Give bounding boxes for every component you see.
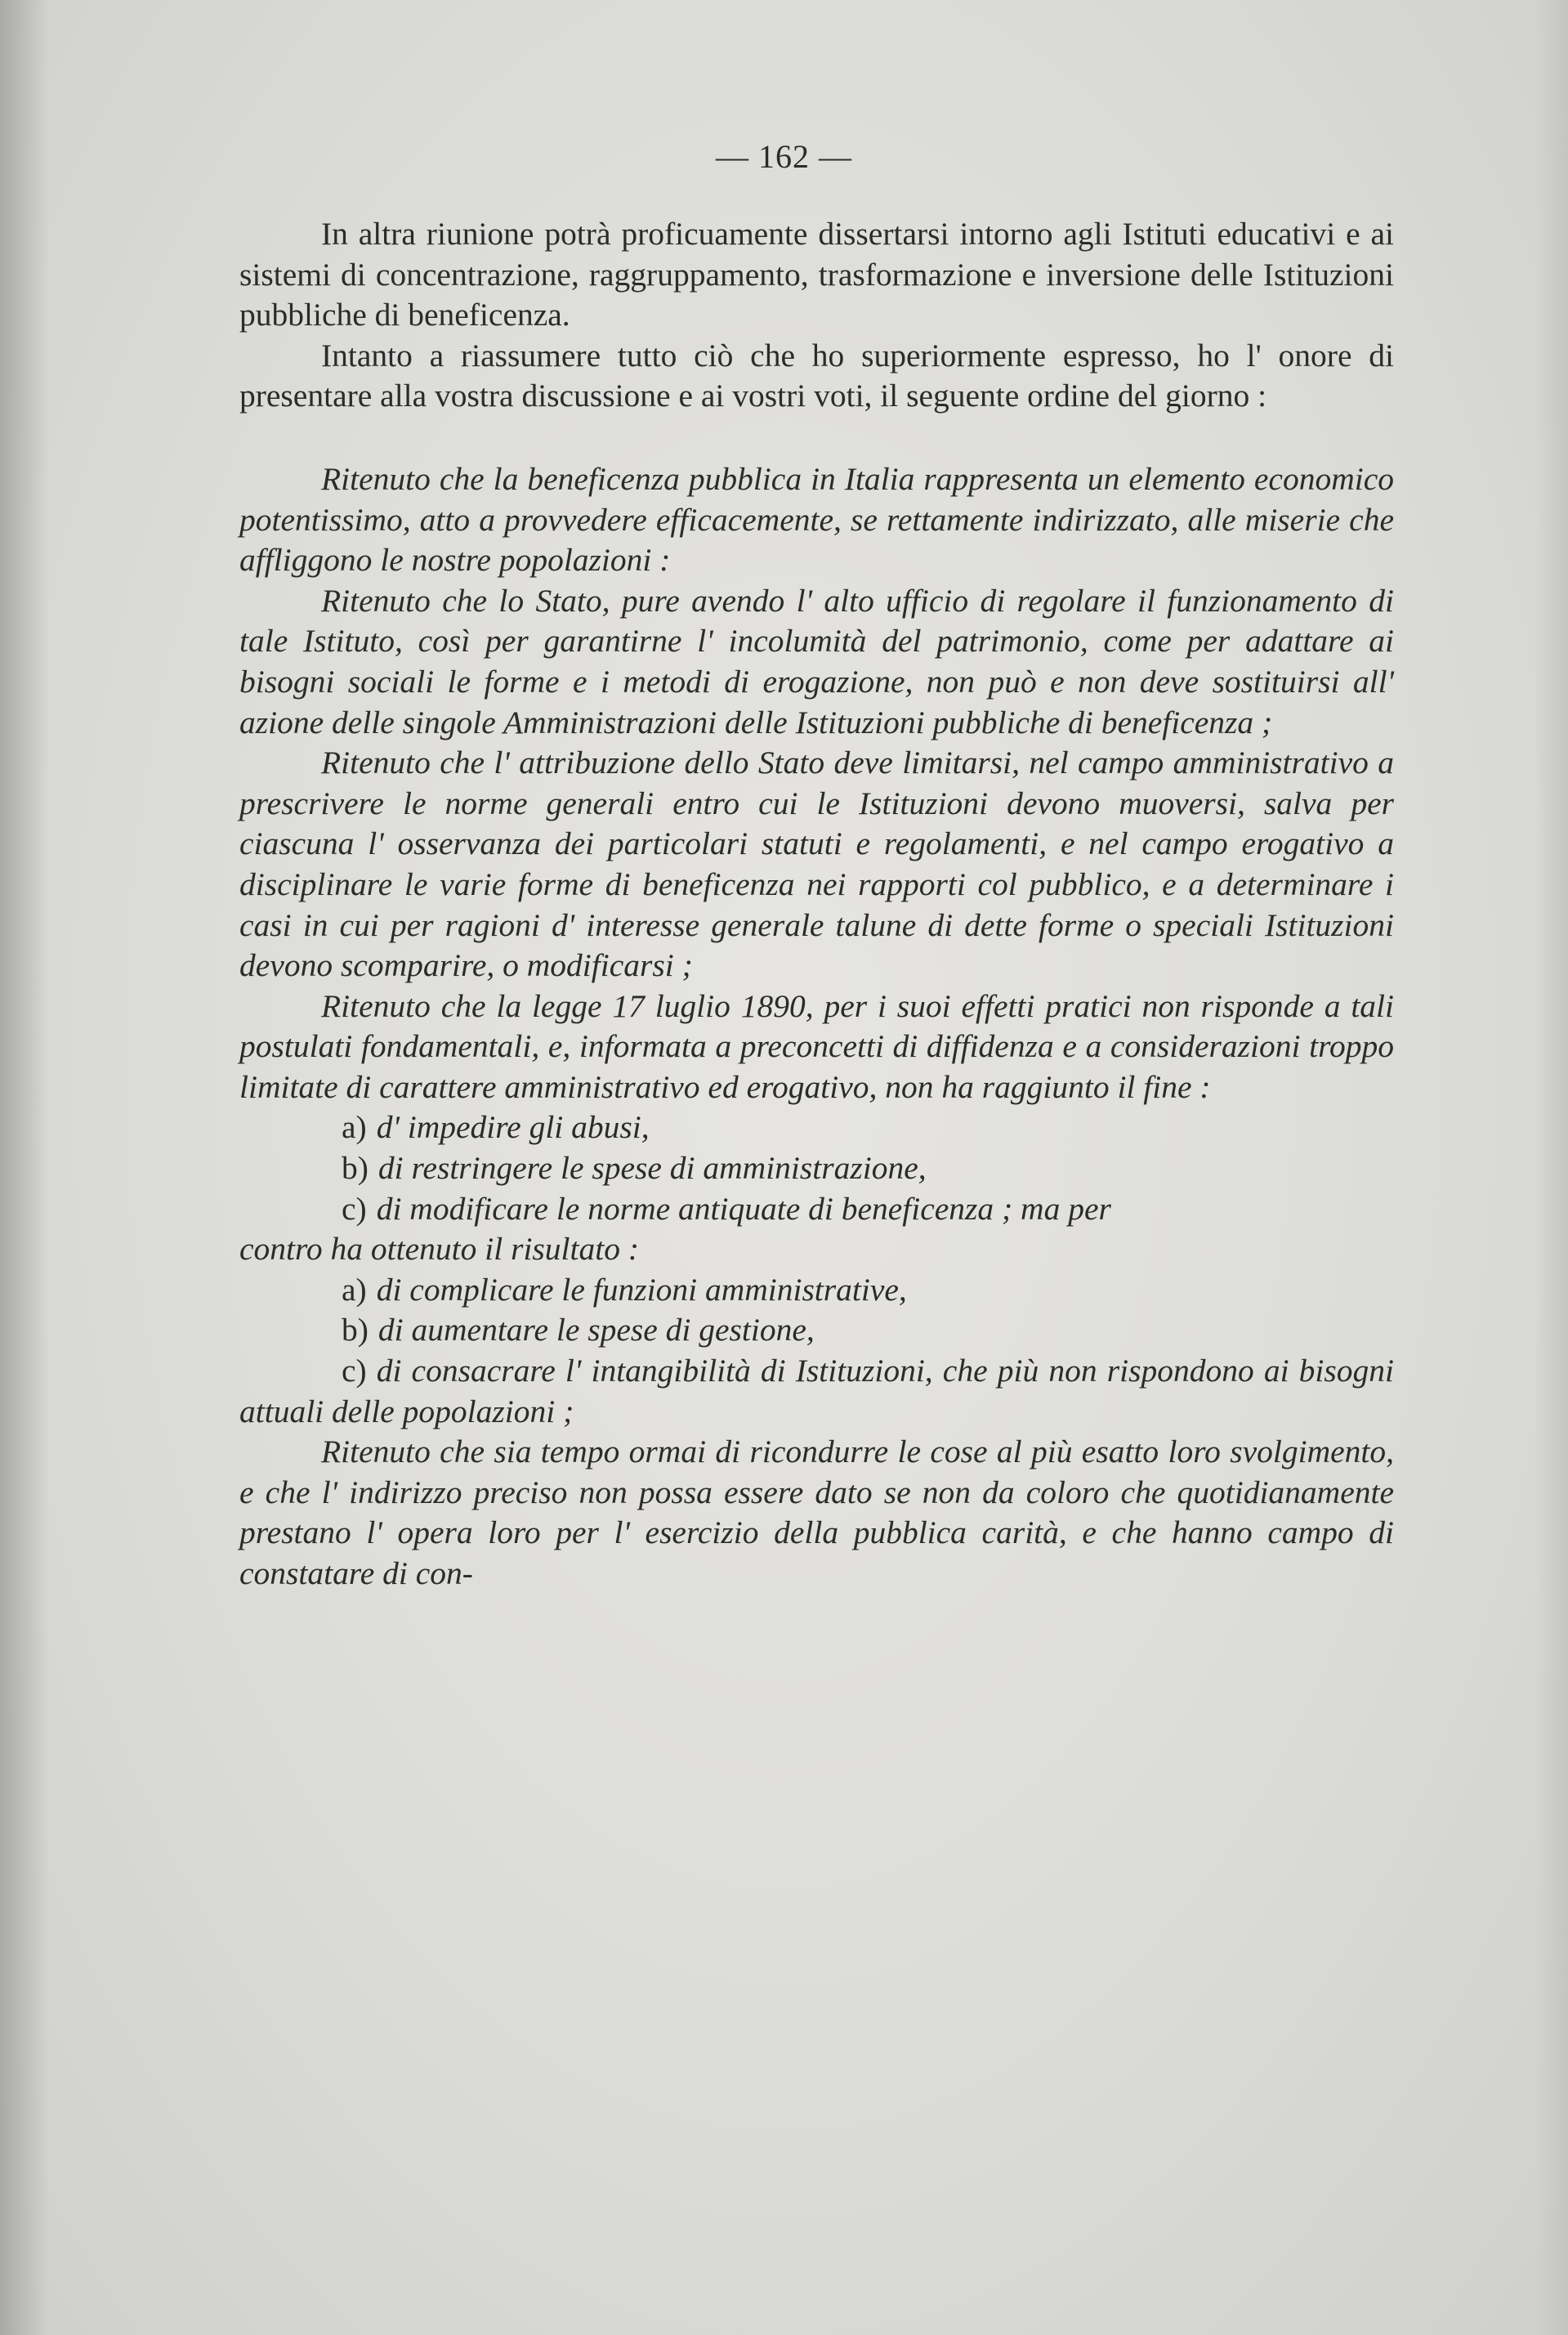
list-item-label: a) — [342, 1109, 367, 1146]
list-item-text: di aumentare le spese di gestione, — [377, 1312, 815, 1349]
paragraph-intro-2: Intanto a riassumere tutto ciò che ho superiormente espresso, ho l' onore di presentare alla vostra discussione e ai vostri voti, il seguente ordine del giorno : — [239, 337, 1394, 414]
list-item-label: b) — [342, 1312, 369, 1349]
list-2-item-c — [239, 1351, 1394, 1432]
list-item-label: c) — [342, 1353, 367, 1389]
consideration-3: Ritenuto che l' attribuzione dello Stato deve limitarsi, nel campo amministrativo a prescrivere le norme generali entro cui le Istituzioni devono muoversi, salva per ciascuna l' osservanza dei particolari statuti e regolamenti, e nel campo erogativo a disciplinare le varie forme di beneficenza nei rapporti col pubblico, e a determinare i casi in cui per ragioni d' interesse generale talune di dette forme o speciali Istituzioni devono scomparire, o modificarsi ; — [239, 745, 1394, 984]
list-1-item-a — [239, 1107, 1394, 1148]
list-item-text: d' impedire gli abusi, — [376, 1109, 650, 1146]
list-item-text: di consacrare l' intangibilità di Istituzioni, che più non rispondono ai bisogni attuali delle popolazioni ; — [239, 1353, 1394, 1429]
body-text — [239, 214, 1394, 1595]
list-item-label: a) — [342, 1271, 367, 1308]
list-2-item-a — [239, 1270, 1394, 1311]
list-2-item-b — [239, 1310, 1394, 1351]
list-item-label: c) — [342, 1190, 367, 1227]
section-gap — [239, 417, 1394, 459]
list-1-item-c — [239, 1189, 1394, 1230]
consideration-4: Ritenuto che la legge 17 luglio 1890, per i suoi effetti pratici non risponde a tali postulati fondamentali, e, informata a preconcetti di diffidenza e a considerazioni troppo limitate di carattere amministrativo ed erogativo, non ha raggiunto il fine : — [239, 987, 1394, 1105]
list-item-text: di modificare le norme antiquate di beneficenza ; ma per — [376, 1190, 1111, 1227]
list-item-text: di complicare le funzioni amministrative, — [376, 1271, 907, 1308]
list-1-continuation: contro ha ottenuto il risultato : — [239, 1231, 639, 1268]
list-item-label: b) — [342, 1150, 369, 1187]
page-number: — 162 — — [716, 138, 852, 175]
consideration-1: Ritenuto che la beneficenza pubblica in Italia rappresenta un elemento economico potentissimo, atto a provvedere efficacemente, se rettamente indirizzato, alle miserie che affliggono le nostre popolazioni : — [239, 460, 1394, 579]
consideration-final: Ritenuto che sia tempo ormai di ricondurre le cose al più esatto loro svolgimento, e che l' indirizzo preciso non possa essere dato se non da coloro che quotidianamente prestano l' opera loro per l' esercizio della pubblica carità, e che hanno campo di constatare di con- — [239, 1434, 1394, 1591]
paragraph-intro-1: In altra riunione potrà proficuamente dissertarsi intorno agli Istituti educativi e ai sistemi di concentrazione, raggruppamento, trasformazione e inversione delle Istituzioni pubbliche di beneficenza. — [239, 216, 1394, 333]
list-1-item-b — [239, 1148, 1394, 1189]
list-item-text: di restringere le spese di amministrazione, — [377, 1150, 927, 1187]
consideration-2: Ritenuto che lo Stato, pure avendo l' alto ufficio di regolare il funzionamento di tale Istituto, così per garantirne l' incolumità del patrimonio, come per adattare ai bisogni sociali le forme e i metodi di erogazione, non può e non deve sostituirsi all' azione delle singole Amministrazioni delle Istituzioni pubbliche di beneficenza ; — [239, 582, 1394, 740]
